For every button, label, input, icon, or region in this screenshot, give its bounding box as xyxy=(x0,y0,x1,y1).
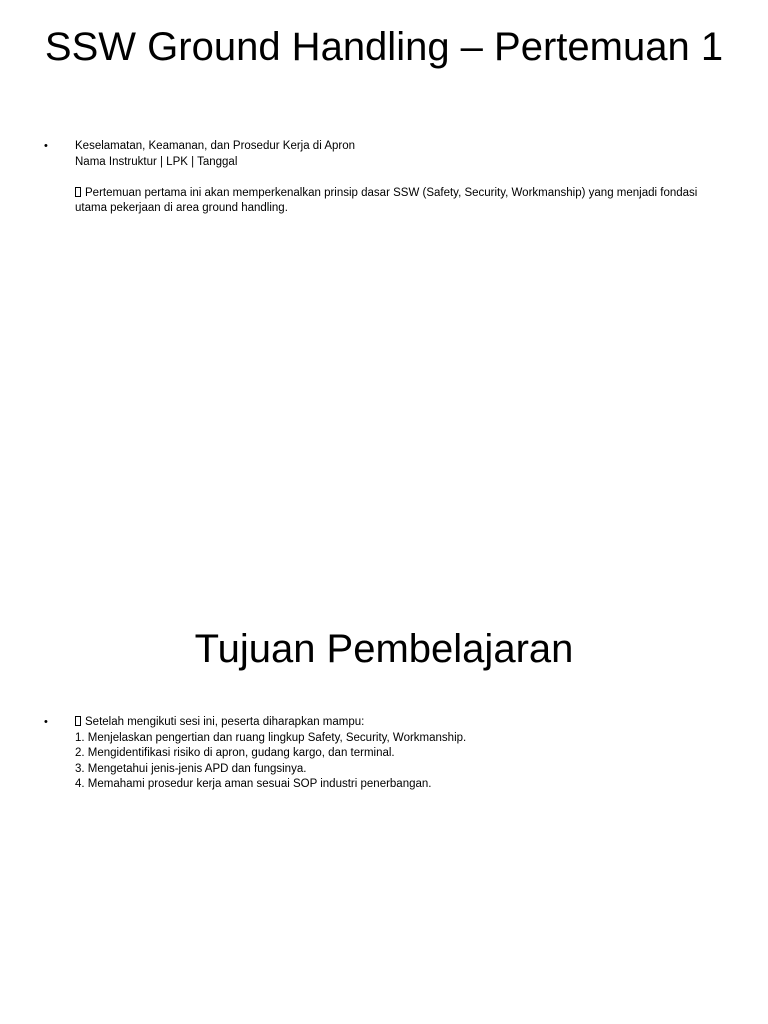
instructor-line: Nama Instruktur | LPK | Tanggal xyxy=(75,155,238,168)
bullet-marker: • xyxy=(44,716,48,728)
objectives-intro xyxy=(75,715,704,731)
intro-paragraph xyxy=(75,186,704,217)
objective-item: 4. Memahami prosedur kerja aman sesuai SOP industri penerbangan. xyxy=(75,778,432,790)
slide-2 xyxy=(0,560,768,1024)
objective-item: 2. Mengidentifikasi risiko di apron, gudang kargo, dan terminal. xyxy=(75,747,395,759)
objectives-intro-text: Setelah mengikuti sesi ini, peserta diharapkan mampu: xyxy=(85,716,365,728)
bullet-item xyxy=(44,139,704,217)
slide-title: SSW Ground Handling – Pertemuan 1 xyxy=(44,25,724,69)
missing-glyph-icon xyxy=(75,716,81,726)
intro-paragraph-text: Pertemuan pertama ini akan memperkenalkan prinsip dasar SSW (Safety, Security, Workmanship) yang menjadi fondasi utama pekerjaan di area ground handling. xyxy=(75,186,701,214)
line-spacer xyxy=(75,170,704,186)
bullet-text xyxy=(75,139,704,217)
missing-glyph-icon xyxy=(75,187,81,197)
slide-title: Tujuan Pembelajaran xyxy=(194,627,574,671)
objective-item: 3. Mengetahui jenis-jenis APD dan fungsinya. xyxy=(75,762,307,775)
subtitle-line: Keselamatan, Keamanan, dan Prosedur Kerja di Apron xyxy=(75,140,356,152)
objective-item: 1. Menjelaskan pengertian dan ruang lingkup Safety, Security, Workmanship. xyxy=(75,731,467,744)
bullet-marker: • xyxy=(44,140,48,152)
bullet-item xyxy=(44,715,704,793)
bullet-text xyxy=(75,715,704,793)
